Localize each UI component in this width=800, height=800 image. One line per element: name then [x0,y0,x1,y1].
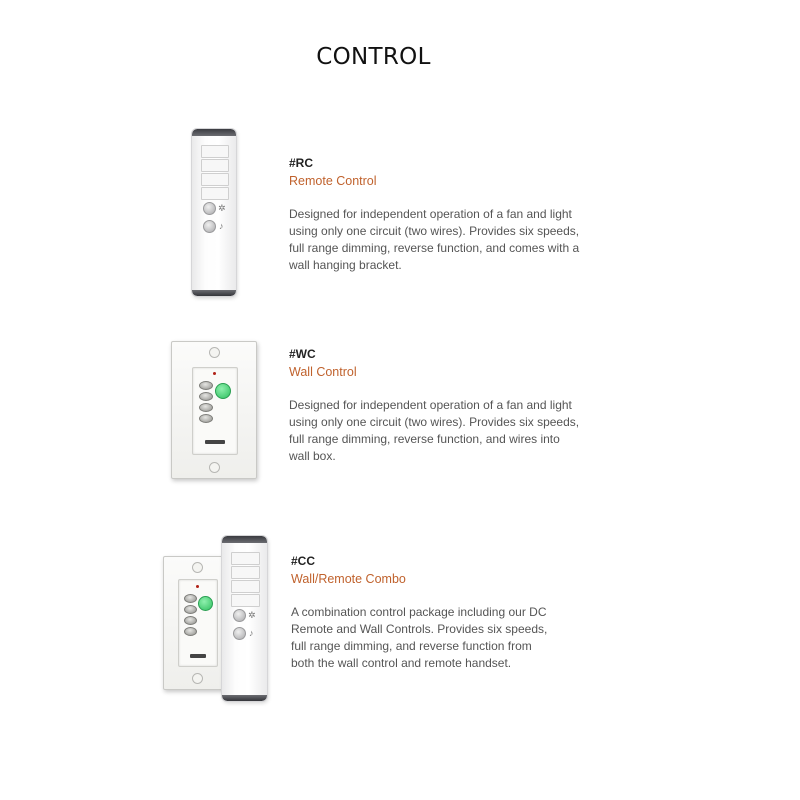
product-name: Remote Control [289,174,377,188]
product-name: Wall Control [289,365,357,379]
product-code: #WC [289,347,316,361]
combo-control-icon: ✲ ♪ [163,536,269,701]
product-description: Designed for independent operation of a fan and light using only one circuit (two wires). Provides six speeds, full range dimming, reverse function, and wires into wall box. [289,398,580,463]
product-code: #RC [289,156,314,170]
page-title: CONTROL [316,44,431,70]
product-description: Designed for independent operation of a fan and light using only one circuit (two wires). Provides six speeds, full range dimming, reverse function, and comes with a wall hanging bracket. [289,207,580,272]
wall-plate-icon [171,341,255,477]
remote-handset-icon: ✲ ♪ [192,129,236,296]
product-description: A combination control package including our DC Remote and Wall Controls. Provides six speeds, full range dimming, and reverse function from both the wall control and remote handset. [291,605,548,670]
product-code: #CC [291,554,316,568]
product-name: Wall/Remote Combo [291,572,406,586]
